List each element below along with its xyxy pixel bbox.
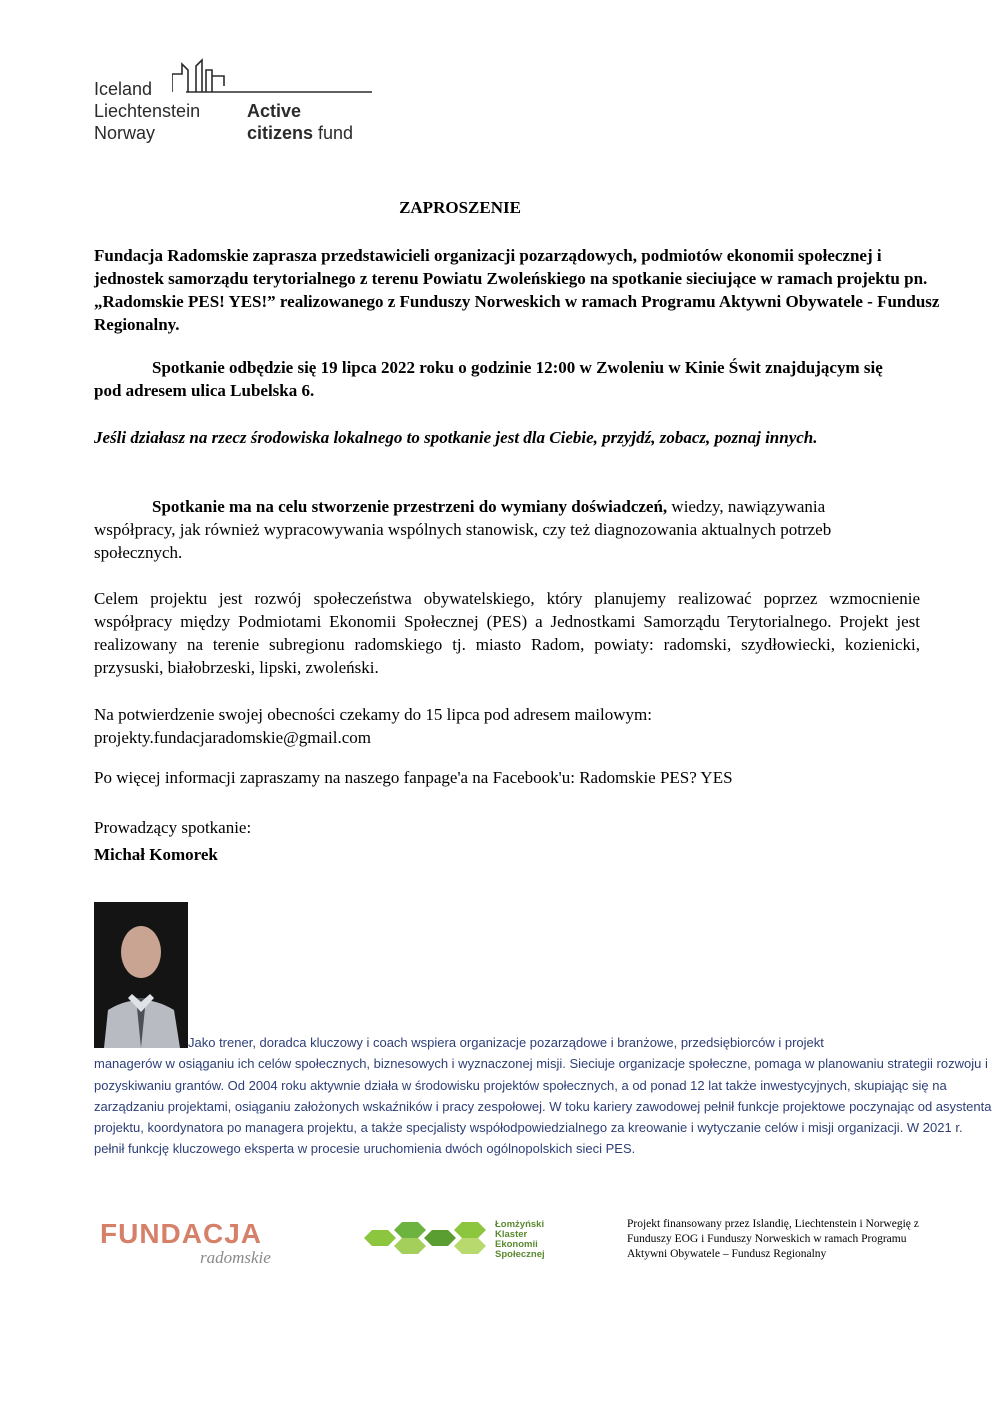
portrait-image-icon (94, 902, 188, 1048)
facebook-info-paragraph: Po więcej informacji zapraszamy na naszego fanpage'a na Facebook'u: Radomskie PES? YES (94, 768, 733, 787)
confirmation-paragraph (94, 703, 949, 749)
logo-country-iceland: Iceland (94, 79, 153, 99)
klaster-line-1: Łomżyński (495, 1219, 545, 1230)
intro-paragraph: Fundacja Radomskie zaprasza przedstawicieli organizacji pozarządowych, podmiotów ekonomii społecznej i jednostek samorządu terytorialnego z terenu Powiatu Zwoleńskiego na spotkanie sieciujące w ramach projektu pn. „Radomskie PES! YES!” realizowanego z Funduszy Norweskich w ramach Programu Aktywni Obywatele - Fundusz Regionalny. (94, 246, 940, 334)
fundacja-logo-sub: radomskie (200, 1248, 271, 1267)
logo-fund-citizens: citizens (247, 123, 314, 143)
klaster-logo-text (495, 1220, 545, 1260)
host-label: Prowadzący spotkanie: (94, 818, 252, 837)
active-citizens-fund-logo (94, 56, 374, 151)
logo-fund-line2 (247, 122, 353, 144)
logo-country-liechtenstein: Liechtenstein (94, 101, 201, 121)
logo-country-norway: Norway (94, 123, 156, 143)
goal-bold-text: Spotkanie ma na celu stworzenie przestrzeni do wymiany doświadczeń, (152, 497, 668, 516)
invitation-italic-paragraph: Jeśli działasz na rzecz środowiska lokalnego to spotkanie jest dla Ciebie, przyjdź, zobacz, poznaj innych. (94, 428, 818, 447)
bio-rest: managerów w osiąganiu ich celów społecznych, biznesowych i wyznaczonej misji. Sieciuje organizacje społeczne, pomaga w planowaniu strategii rozwoju i pozyskiwaniu grantów. Od 2004 roku aktywnie działa w środowisku projektów społecznych, a od ponad 12 lat także inwestycyjnych, skupiając się na zarządzaniu projektami, osiąganiu założonych wskaźników i pracy zespołowej. W toku kariery zawodowej pełnił funkcje projektowe poczynając od asystenta projektu, koordynatora po managera projektu, a także specjalisty współodpowiedzialnego za kreowanie i wytyczanie celów i misji organizacji. W 2021 r. pełnił funkcję kluczowego eksperta w procesie uruchomienia dwóch ogólnopolskich sieci PES. (94, 1056, 992, 1157)
host-section (94, 814, 949, 868)
klaster-line-3: Ekonomii (495, 1239, 538, 1250)
hexagon-cluster-icon (360, 1220, 490, 1256)
confirmation-text: Na potwierdzenie swojej obecności czekamy do 15 lipca pod adresem mailowym: (94, 705, 652, 724)
host-biography (94, 1032, 992, 1160)
logo-fund-line1: Active (247, 101, 302, 121)
funding-note: Projekt finansowany przez Islandię, Liechtenstein i Norwegię z Funduszy EOG i Funduszy Norweskich w ramach Programu Aktywni Obywatele – Fundusz Regionalny (627, 1218, 919, 1260)
project-aim-paragraph: Celem projektu jest rozwój społeczeństwa obywatelskiego, który planujemy realizować poprzez wzmocnienie współpracy między Podmiotami Ekonomii Społecznej (PES) a Jednostkami Samorządu Terytorialnego. Projekt jest realizowany na terenie subregionu radomskiego tj. miasto Radom, powiaty: radomski, szydłowiecki, kozienicki, przysuski, białobrzeski, lipski, zwoleński. (94, 589, 920, 677)
logo-fund-name (247, 100, 353, 144)
klaster-line-2: Klaster (495, 1229, 528, 1240)
bio-first-line: Jako trener, doradca kluczowy i coach wspiera organizacje pozarządowe i branżowe, przedsiębiorców i projekt (188, 1035, 824, 1050)
fundacja-logo-main: FUNDACJA (100, 1218, 262, 1249)
logo-fund-word: fund (313, 123, 354, 143)
host-name: Michał Komorek (94, 845, 218, 864)
logo-countries (94, 78, 200, 144)
klaster-line-4: Społecznej (495, 1249, 545, 1260)
contact-email[interactable]: projekty.fundacjaradomskie@gmail.com (94, 728, 372, 747)
goal-rest-text: wiedzy, nawiązywania współpracy, jak również wypracowywania wspólnych stanowisk, czy też diagnozowania aktualnych potrzeb społecznych. (94, 497, 832, 562)
host-photo (94, 902, 188, 1048)
skyline-logo-icon (172, 56, 372, 96)
klaster-logo (360, 1218, 570, 1258)
fundacja-radomskie-logo (100, 1218, 271, 1267)
goal-paragraph (94, 495, 894, 564)
meeting-details-text: Spotkanie odbędzie się 19 lipca 2022 roku o godzinie 12:00 w Zwoleniu w Kinie Świt znajdującym się pod adresem ulica Lubelska 6. (94, 358, 883, 400)
meeting-details-paragraph (94, 356, 914, 402)
page-title: ZAPROSZENIE (399, 198, 521, 217)
